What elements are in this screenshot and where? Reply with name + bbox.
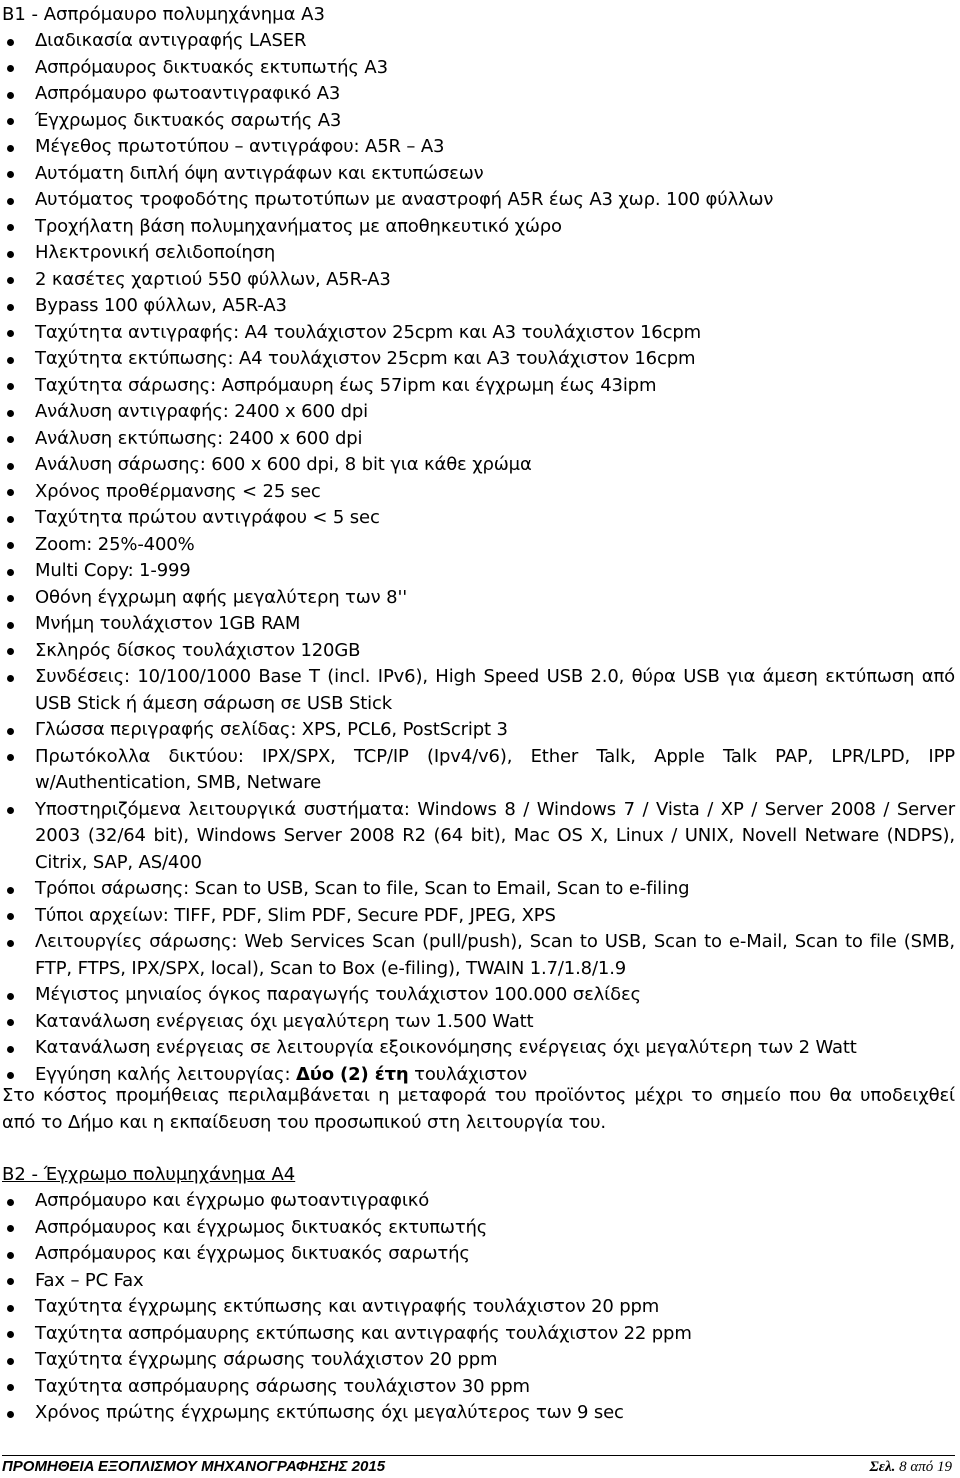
footer-title: ΠΡΟΜΗΘΕΙΑ ΕΞΟΠΛΙΣΜΟΥ ΜΗΧΑΝΟΓΡΑΦΗΣΗΣ 2015	[2, 1458, 386, 1475]
page-label: Σελ.	[869, 1459, 896, 1475]
spec-list-b2	[0, 1188, 955, 1427]
page-number	[870, 1457, 953, 1477]
list-item: Μέγιστος μηνιαίος όγκος παραγωγής τουλάχιστον 100.000 σελίδες	[0, 982, 955, 1009]
footer-divider	[2, 1455, 955, 1456]
list-item: Ανάλυση εκτύπωσης: 2400 x 600 dpi	[0, 426, 955, 453]
list-item: Τροχήλατη βάση πολυμηχανήματος με αποθηκευτικό χώρο	[0, 214, 955, 241]
list-item: Ηλεκτρονική σελιδοποίηση	[0, 240, 955, 267]
delivery-note: Στο κόστος προμήθειας περιλαμβάνεται η μεταφορά του προϊόντος μέχρι το σημείο που θα υποδειχθεί από το Δήμο και η εκπαίδευση του προσωπικού στη λειτουργία του.	[2, 1085, 955, 1133]
list-item: Bypass 100 φύλλων, A5R-A3	[0, 293, 955, 320]
list-item: Αυτόματος τροφοδότης πρωτοτύπων με αναστροφή A5R έως A3 χωρ. 100 φύλλων	[0, 187, 955, 214]
list-item: Ασπρόμαυρο και έγχρωμο φωτοαντιγραφικό	[0, 1188, 955, 1215]
list-item: Ταχύτητα πρώτου αντιγράφου < 5 sec	[0, 505, 955, 532]
list-item: Υποστηριζόμενα λειτουργικά συστήματα: Windows 8 / Windows 7 / Vista / XP / Server 2008 / Server 2003 (32/64 bit), Windows Server 2008 R2 (64 bit), Mac OS X, Linux / UNIX, Novell Netware (NDPS), Citrix, SAP, AS/400	[0, 797, 955, 877]
list-item: Ασπρόμαυρος και έγχρωμος δικτυακός σαρωτής	[0, 1241, 955, 1268]
list-item: Multi Copy: 1-999	[0, 558, 955, 585]
list-item: Ανάλυση σάρωσης: 600 x 600 dpi, 8 bit για κάθε χρώμα	[0, 452, 955, 479]
section-heading-b2: B2 - Έγχρωμο πολυμηχάνημα A4	[2, 1164, 296, 1185]
page-current: 8	[899, 1459, 907, 1475]
list-item: Ταχύτητα ασπρόμαυρης σάρωσης τουλάχιστον 30 ppm	[0, 1374, 955, 1401]
list-item: Συνδέσεις: 10/100/1000 Base T (incl. IPv6), High Speed USB 2.0, θύρα USB για άμεση εκτύπωση από USB Stick ή άμεση σάρωση σε USB Stick	[0, 664, 955, 717]
list-item: Ταχύτητα αντιγραφής: A4 τουλάχιστον 25cpm και A3 τουλάχιστον 16cpm	[0, 320, 955, 347]
list-item: Μνήμη τουλάχιστον 1GB RAM	[0, 611, 955, 638]
list-item: Οθόνη έγχρωμη αφής μεγαλύτερη των 8''	[0, 585, 955, 612]
list-item: 2 κασέτες χαρτιού 550 φύλλων, A5R-A3	[0, 267, 955, 294]
list-item: Fax – PC Fax	[0, 1268, 955, 1295]
warranty-suffix: τουλάχιστον	[408, 1063, 528, 1085]
spec-list-b1	[0, 28, 955, 1088]
list-item: Ταχύτητα έγχρωμης σάρωσης τουλάχιστον 20 ppm	[0, 1347, 955, 1374]
list-item: Ταχύτητα εκτύπωσης: A4 τουλάχιστον 25cpm και A3 τουλάχιστον 16cpm	[0, 346, 955, 373]
list-item: Χρόνος πρώτης έγχρωμης εκτύπωσης όχι μεγαλύτερος των 9 sec	[0, 1400, 955, 1427]
list-item: Κατανάλωση ενέργειας σε λειτουργία εξοικονόμησης ενέργειας όχι μεγαλύτερη των 2 Watt	[0, 1035, 955, 1062]
list-item: Κατανάλωση ενέργειας όχι μεγαλύτερη των 1.500 Watt	[0, 1009, 955, 1036]
list-item: Μέγεθος πρωτοτύπου – αντιγράφου: A5R – A3	[0, 134, 955, 161]
list-item: Έγχρωμος δικτυακός σαρωτής A3	[0, 108, 955, 135]
warranty-period: Δύο (2) έτη	[295, 1063, 409, 1085]
list-item: Τρόποι σάρωσης: Scan to USB, Scan to file, Scan to Email, Scan to e-filing	[0, 876, 955, 903]
list-item: Ασπρόμαυρο φωτοαντιγραφικό A3	[0, 81, 955, 108]
page-total: 19	[937, 1459, 952, 1475]
list-item: Γλώσσα περιγραφής σελίδας: XPS, PCL6, PostScript 3	[0, 717, 955, 744]
list-item: Αυτόματη διπλή όψη αντιγράφων και εκτυπώσεων	[0, 161, 955, 188]
list-item: Ταχύτητα σάρωσης: Ασπρόμαυρη έως 57ipm και έγχρωμη έως 43ipm	[0, 373, 955, 400]
list-item: Χρόνος προθέρμανσης < 25 sec	[0, 479, 955, 506]
page-of: από	[910, 1459, 934, 1475]
list-item: Ανάλυση αντιγραφής: 2400 x 600 dpi	[0, 399, 955, 426]
list-item: Πρωτόκολλα δικτύου: IPX/SPX, TCP/IP (Ipv4/v6), Ether Talk, Apple Talk PAP, LPR/LPD, IPP w/Authentication, SMB, Netware	[0, 744, 955, 797]
list-item: Zoom: 25%-400%	[0, 532, 955, 559]
warranty-prefix: Εγγύηση καλής λειτουργίας:	[35, 1063, 296, 1085]
list-item: Ταχύτητα έγχρωμης εκτύπωσης και αντιγραφής τουλάχιστον 20 ppm	[0, 1294, 955, 1321]
list-item: Ασπρόμαυρος και έγχρωμος δικτυακός εκτυπωτής	[0, 1215, 955, 1242]
list-item: Λειτουργίες σάρωσης: Web Services Scan (pull/push), Scan to USB, Scan to e-Mail, Scan to file (SMB, FTP, FTPS, IPX/SPX, local), Scan to Box (e-filing), TWAIN 1.7/1.8/1.9	[0, 929, 955, 982]
list-item: Ταχύτητα ασπρόμαυρης εκτύπωσης και αντιγραφής τουλάχιστον 22 ppm	[0, 1321, 955, 1348]
list-item: Ασπρόμαυρος δικτυακός εκτυπωτής A3	[0, 55, 955, 82]
list-item: Σκληρός δίσκος τουλάχιστον 120GB	[0, 638, 955, 665]
list-item: Τύποι αρχείων: TIFF, PDF, Slim PDF, Secure PDF, JPEG, XPS	[0, 903, 955, 930]
section-heading-b1: B1 - Ασπρόμαυρο πολυμηχάνημα A3	[2, 4, 325, 25]
list-item: Διαδικασία αντιγραφής LASER	[0, 28, 955, 55]
